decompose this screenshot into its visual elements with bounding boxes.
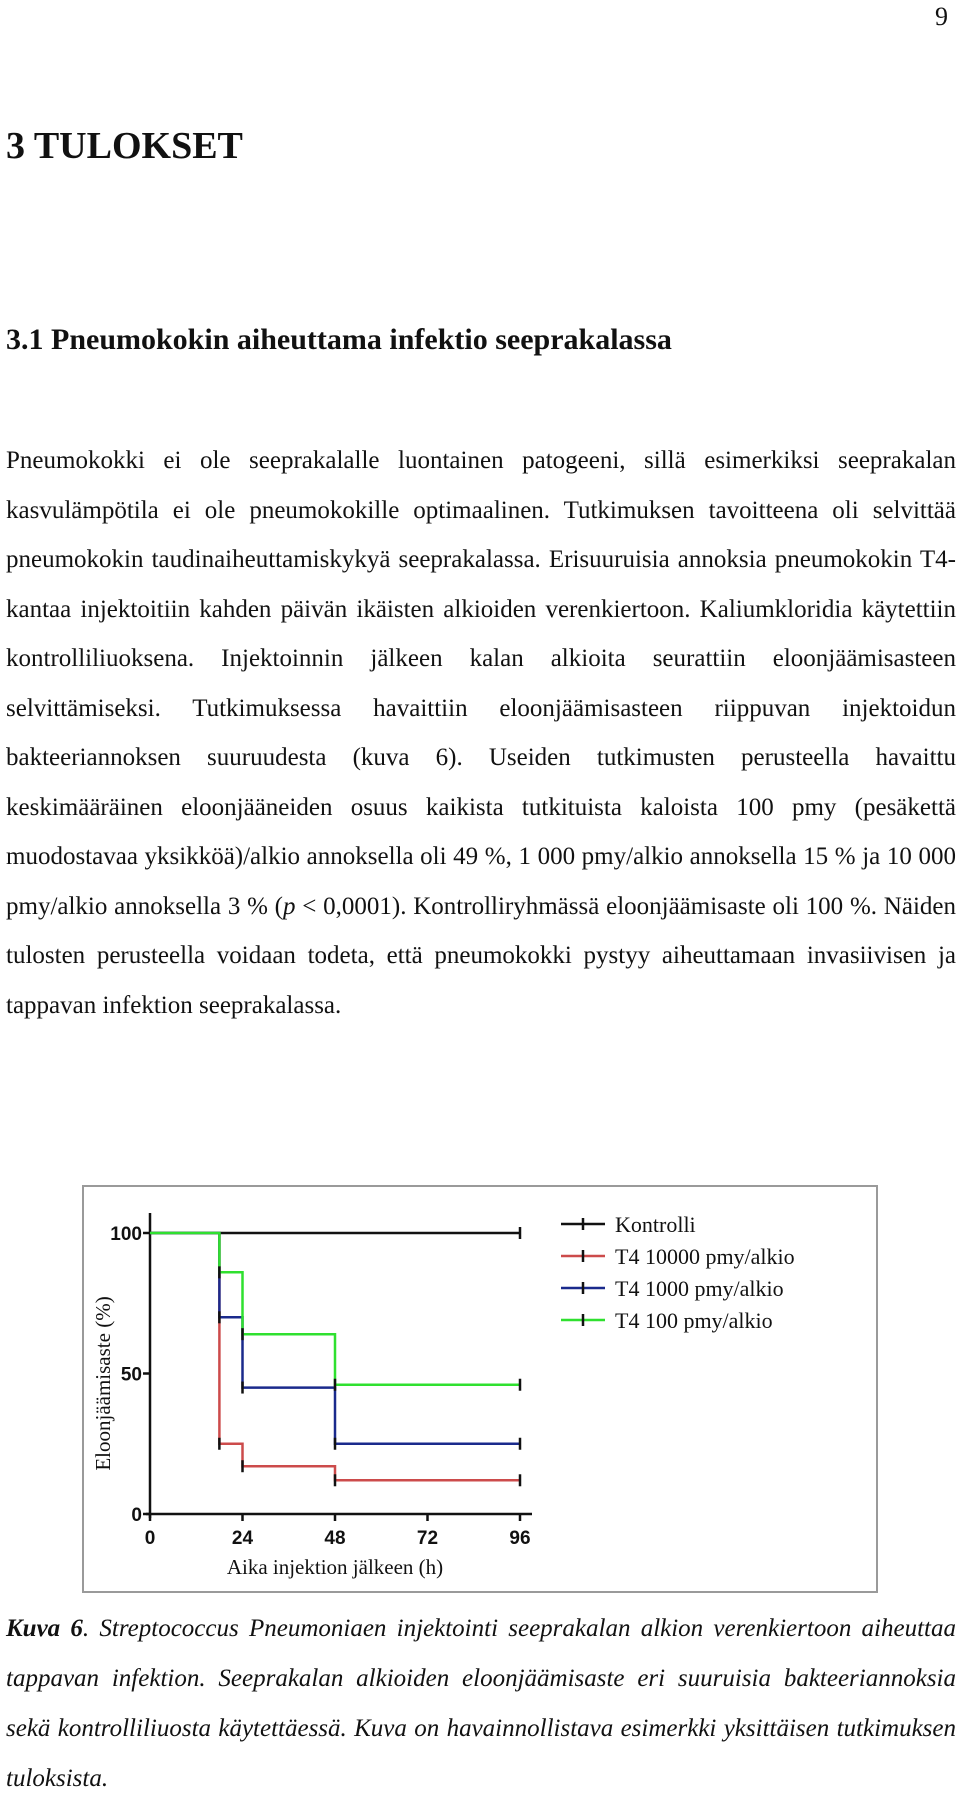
legend-label-2: T4 1000 pmy/alkio — [615, 1276, 784, 1301]
legend-label-1: T4 10000 pmy/alkio — [615, 1244, 795, 1269]
x-tick-label-96: 96 — [509, 1528, 531, 1549]
x-axis-label: Aika injektion jälkeen (h) — [226, 1555, 444, 1579]
x-tick-label-24: 24 — [231, 1528, 254, 1549]
caption-label: Kuva 6 — [6, 1615, 83, 1642]
section-heading: 3.1 Pneumokokin aiheuttama infektio seeprakalassa — [6, 323, 672, 356]
chart-axes — [91, 1213, 532, 1579]
results-paragraph — [6, 436, 956, 1030]
x-tick-label-72: 72 — [416, 1528, 439, 1549]
y-tick-label-100: 100 — [110, 1224, 142, 1245]
x-tick-label-48: 48 — [324, 1528, 346, 1549]
x-tick-label-0: 0 — [144, 1528, 156, 1549]
y-tick-label-0: 0 — [131, 1505, 142, 1526]
page-number: 9 — [935, 2, 948, 31]
figure-caption — [6, 1604, 956, 1804]
series-line-3 — [150, 1233, 520, 1385]
paragraph-text-part1: Pneumokokki ei ole seeprakalalle luontainen patogeeni, sillä esimerkiksi seeprakalan kasvulämpötila ei ole pneumokokille optimaalinen. Tutkimuksen tavoitteena oli selvittää pneumokokin taudinaiheuttamiskykyä seeprakalassa. Erisuuruisia annoksia pneumokokin T4-kantaa injektoitiin kahden päivän ikäisten alkioiden verenkiertoon. Kaliumkloridia käytettiin kontrolliliuoksena. Injektoinnin jälkeen kalan alkioita seurattiin eloonjäämisasteen selvittämiseksi. Tutkimuksessa havaittiin eloonjäämisasteen riippuvan injektoidun bakteeriannoksen suuruudesta (kuva 6). Useiden tutkimusten perusteella havaittu keskimääräinen eloonjääneiden osuus kaikista tutkituista kaloista 100 pmy (pesäkettä muodostavaa yksikköä)/alkio annoksella oli 49 %, 1 000 pmy/alkio annoksella 15 % ja 10 000 pmy/alkio annoksella 3 % ( — [6, 447, 956, 920]
caption-text: . Streptococcus Pneumoniaen injektointi seeprakalan alkion verenkiertoon aiheuttaa tappavan infektion. Seeprakalan alkioiden eloonjäämisaste eri suuruisia bakteeriannoksia sekä kontrolliliuosta käytettäessä. Kuva on havainnollistava esimerkki yksittäisen tutkimuksen tuloksista. — [6, 1615, 956, 1792]
legend-label-3: T4 100 pmy/alkio — [615, 1308, 773, 1333]
chapter-heading: 3 TULOKSET — [6, 125, 243, 167]
paragraph-text-part2: < 0,0001). Kontrolliryhmässä eloonjäämisaste oli 100 %. Näiden tulosten perusteella voidaan todeta, että pneumokokki pystyy aiheuttamaan invasiivisen ja tappavan infektion seeprakalassa. — [6, 892, 956, 1019]
p-value-symbol: p — [283, 892, 296, 920]
chart-series — [150, 1227, 520, 1486]
y-tick-label-50: 50 — [120, 1364, 142, 1386]
legend-label-0: Kontrolli — [615, 1212, 696, 1237]
survival-figure — [82, 1185, 878, 1593]
survival-chart — [84, 1187, 880, 1595]
y-axis-label: Eloonjäämisaste (%) — [91, 1296, 115, 1471]
chart-legend — [561, 1212, 795, 1333]
